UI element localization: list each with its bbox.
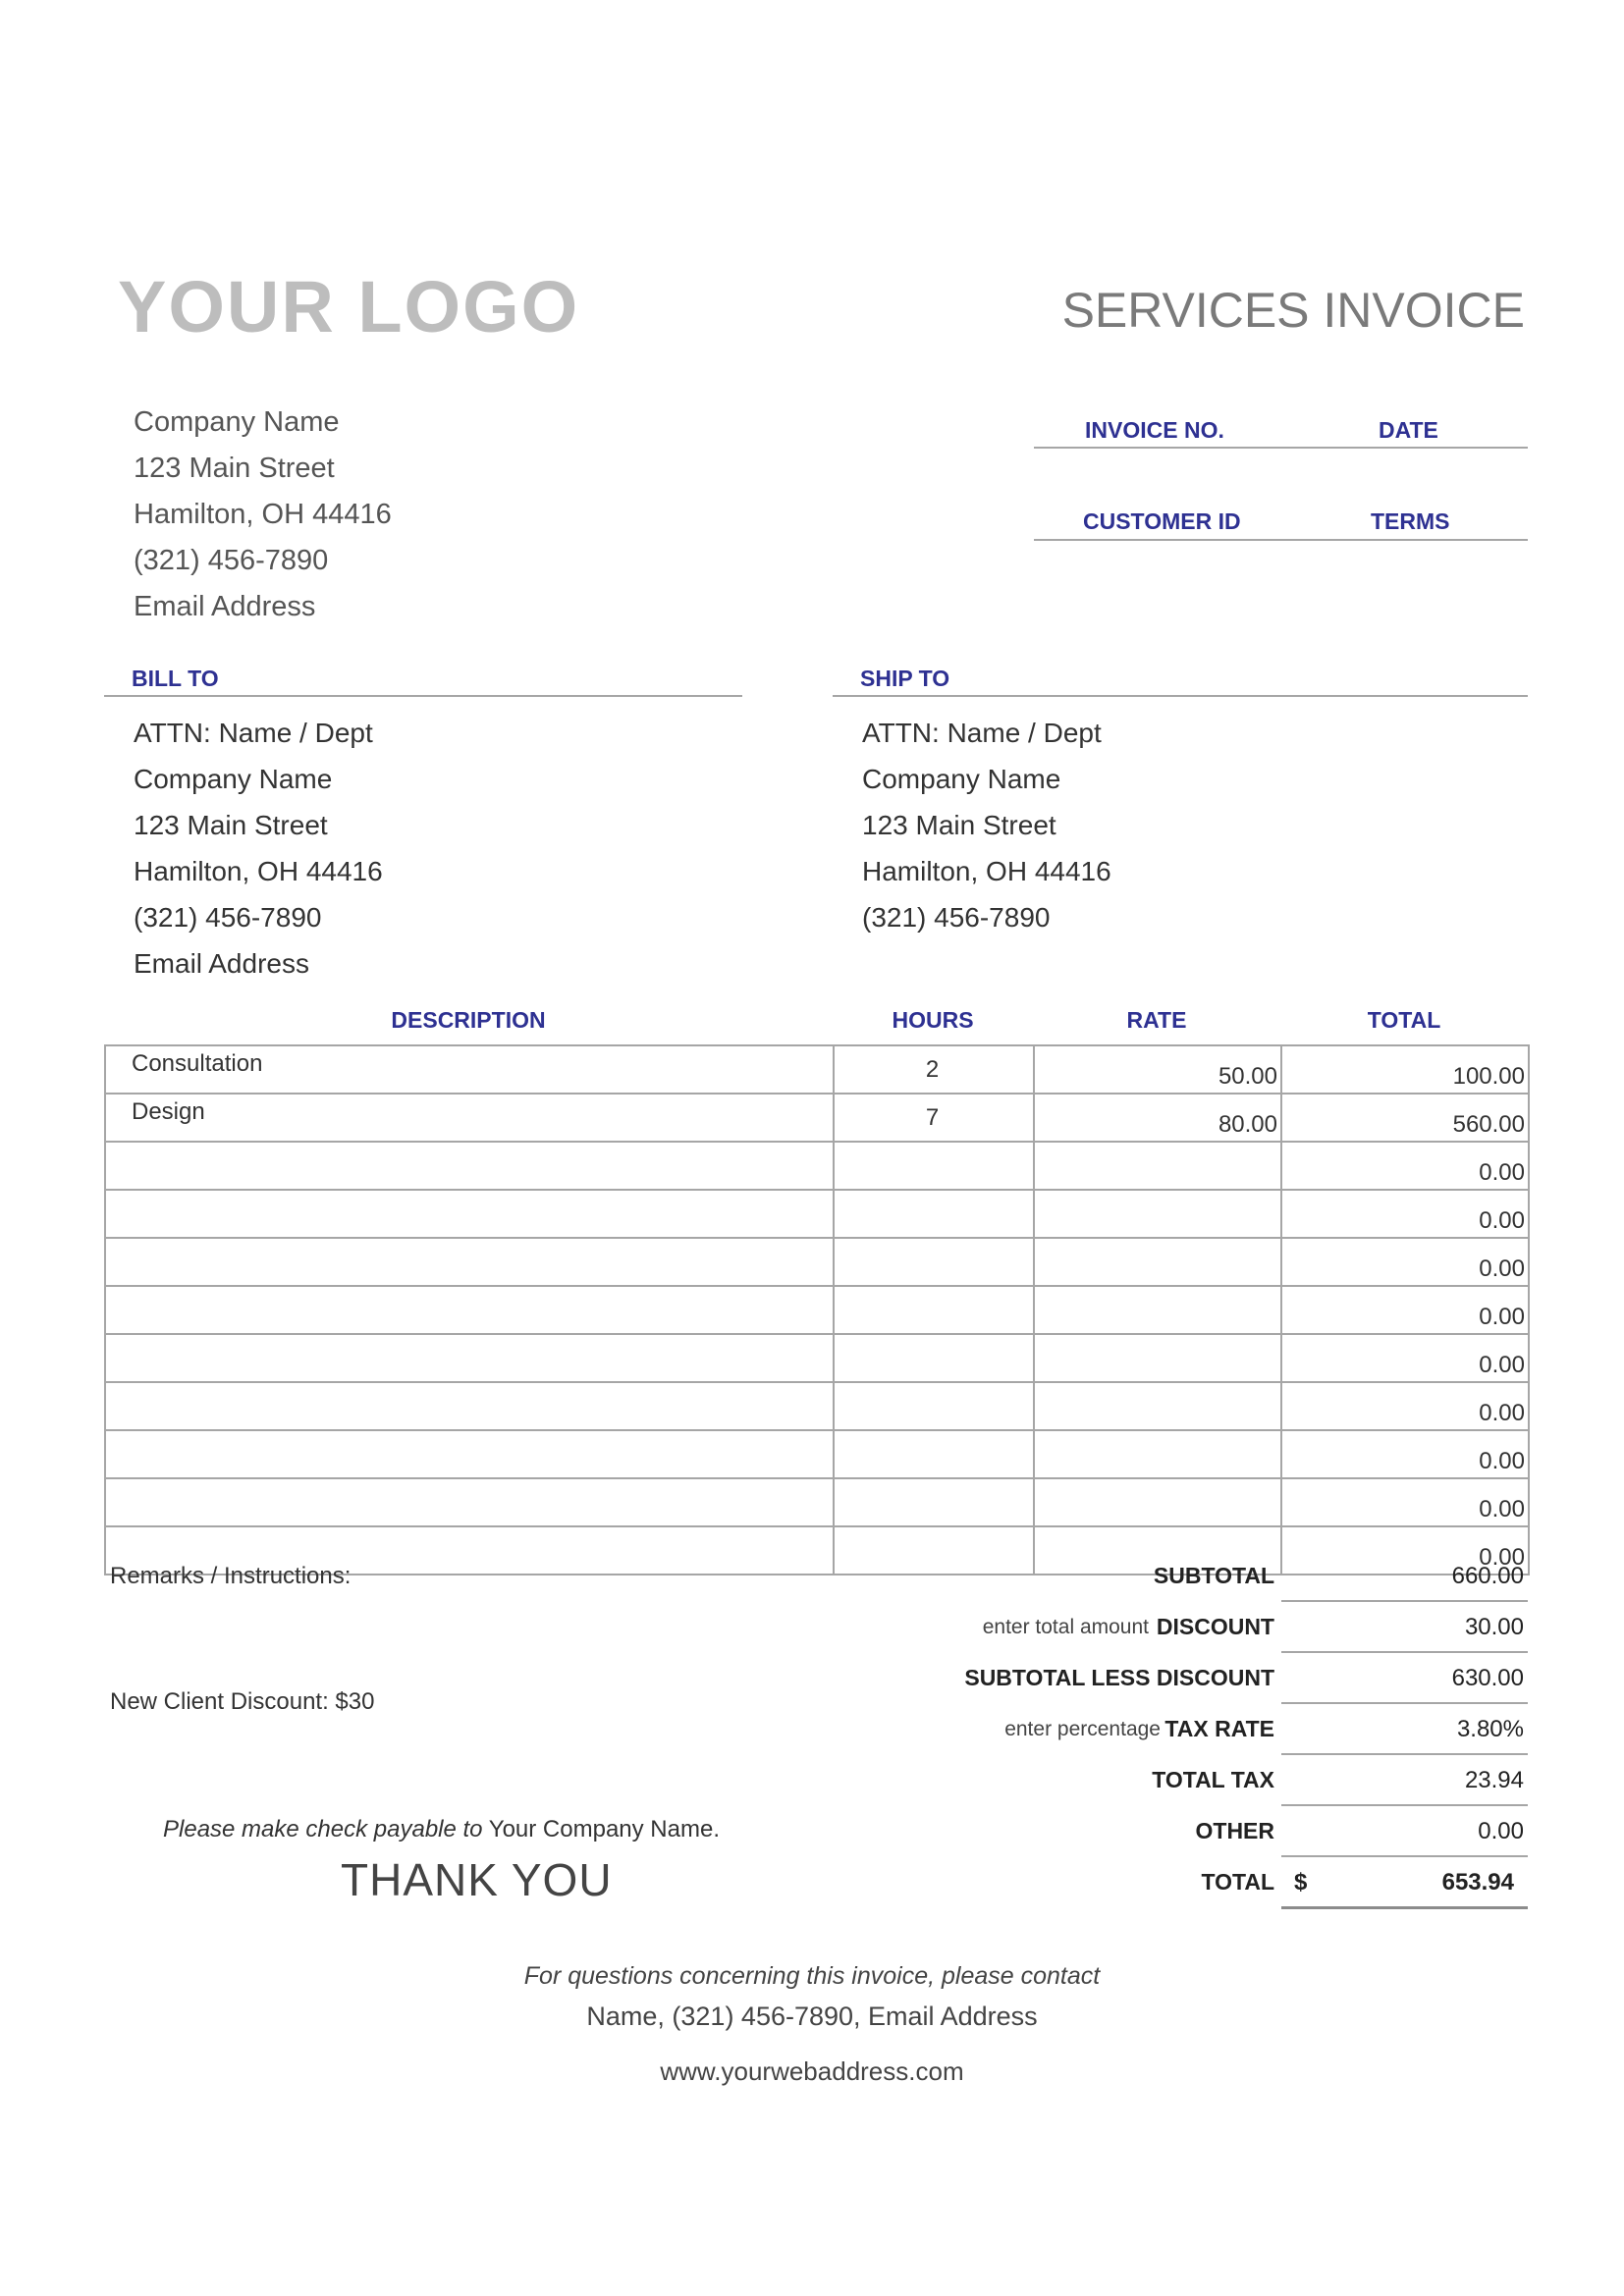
item-rate-cell: 50.00 [1034, 1045, 1281, 1094]
item-description-cell [105, 1430, 834, 1478]
other-rule [1281, 1855, 1528, 1857]
bill-to-email: Email Address [134, 948, 309, 979]
total-currency: $ [1294, 1869, 1308, 1896]
terms-label: TERMS [1371, 508, 1450, 534]
item-description-cell [105, 1478, 834, 1526]
item-rate-cell [1034, 1190, 1281, 1238]
item-rate-cell [1034, 1478, 1281, 1526]
subtotal-label: SUBTOTAL [1153, 1563, 1274, 1588]
invoice-no-label: INVOICE NO. [1085, 417, 1224, 443]
table-row [105, 1190, 1529, 1238]
payable-line [163, 1816, 720, 1843]
company-phone: (321) 456-7890 [134, 545, 329, 576]
column-header-total: TOTAL [1367, 1007, 1441, 1033]
item-description-cell [105, 1286, 834, 1334]
item-rate-cell [1034, 1286, 1281, 1334]
ship-to-rule [833, 695, 1528, 697]
discount-rule [1281, 1651, 1528, 1653]
item-total-cell: 0.00 [1281, 1478, 1529, 1526]
discount-value: 30.00 [1464, 1614, 1524, 1640]
total-tax-rule [1281, 1804, 1528, 1806]
total-tax-label: TOTAL TAX [1152, 1767, 1274, 1792]
item-description-cell [105, 1142, 834, 1190]
item-hours-cell [834, 1526, 1034, 1575]
item-description-cell: Consultation [105, 1045, 834, 1094]
subtotal-less-discount-value: 630.00 [1451, 1665, 1524, 1691]
table-row [105, 1286, 1529, 1334]
item-total-cell: 0.00 [1281, 1142, 1529, 1190]
company-email: Email Address [134, 591, 316, 622]
subtotal-value: 660.00 [1451, 1563, 1524, 1589]
bill-to-label: BILL TO [132, 666, 219, 691]
table-row [105, 1382, 1529, 1430]
item-total-cell: 0.00 [1281, 1430, 1529, 1478]
discount-note: enter total amount [982, 1616, 1149, 1638]
ship-to-attn: ATTN: Name / Dept [862, 718, 1102, 748]
item-hours-cell [834, 1478, 1034, 1526]
total-rule [1281, 1906, 1528, 1909]
bill-to-attn: ATTN: Name / Dept [134, 718, 373, 748]
date-label: DATE [1379, 417, 1438, 443]
customer-id-label: CUSTOMER ID [1083, 508, 1241, 534]
ship-to-street: 123 Main Street [862, 810, 1056, 840]
remarks-text: New Client Discount: $30 [110, 1688, 375, 1715]
item-total-cell: 0.00 [1281, 1334, 1529, 1382]
column-header-rate: RATE [1126, 1007, 1187, 1033]
bill-to-rule [104, 695, 742, 697]
column-header-hours: HOURS [892, 1007, 974, 1033]
bill-to-company: Company Name [134, 764, 333, 794]
item-description-cell [105, 1382, 834, 1430]
total-tax-value: 23.94 [1464, 1767, 1524, 1793]
ship-to-label: SHIP TO [860, 666, 950, 691]
total-label: TOTAL [1201, 1869, 1274, 1895]
table-row [105, 1334, 1529, 1382]
bill-to-phone: (321) 456-7890 [134, 902, 322, 933]
table-row [105, 1142, 1529, 1190]
item-hours-cell [834, 1190, 1034, 1238]
remarks-label: Remarks / Instructions: [110, 1563, 352, 1589]
item-hours-cell [834, 1430, 1034, 1478]
bill-to-city: Hamilton, OH 44416 [134, 856, 383, 886]
bill-to-street: 123 Main Street [134, 810, 328, 840]
item-description-cell [105, 1238, 834, 1286]
table-row [105, 1045, 1529, 1094]
item-hours-cell [834, 1142, 1034, 1190]
item-rate-cell [1034, 1142, 1281, 1190]
item-hours-cell [834, 1334, 1034, 1382]
item-total-cell: 0.00 [1281, 1382, 1529, 1430]
item-total-cell: 560.00 [1281, 1094, 1529, 1142]
ship-to-phone: (321) 456-7890 [862, 902, 1051, 933]
item-total-cell: 0.00 [1281, 1286, 1529, 1334]
item-hours-cell [834, 1382, 1034, 1430]
item-rate-cell: 80.00 [1034, 1094, 1281, 1142]
item-total-cell: 100.00 [1281, 1045, 1529, 1094]
subtotal-less-discount-label: SUBTOTAL LESS DISCOUNT [964, 1665, 1274, 1690]
other-value: 0.00 [1478, 1818, 1524, 1844]
invoice-no-rule [1034, 447, 1528, 449]
payable-company: Your Company Name. [488, 1816, 720, 1842]
item-total-cell: 0.00 [1281, 1190, 1529, 1238]
item-rate-cell [1034, 1334, 1281, 1382]
page-title: SERVICES INVOICE [1061, 283, 1525, 338]
item-description-cell [105, 1334, 834, 1382]
total-value: 653.94 [1441, 1869, 1514, 1896]
ship-to-city: Hamilton, OH 44416 [862, 856, 1111, 886]
item-description-cell [105, 1190, 834, 1238]
column-header-description: DESCRIPTION [391, 1007, 546, 1033]
item-rate-cell [1034, 1430, 1281, 1478]
item-rate-cell [1034, 1382, 1281, 1430]
logo-placeholder: YOUR LOGO [118, 266, 580, 347]
company-city: Hamilton, OH 44416 [134, 499, 392, 530]
item-hours-cell: 2 [834, 1045, 1034, 1094]
subtotal-rule [1281, 1600, 1528, 1602]
item-rate-cell [1034, 1238, 1281, 1286]
item-total-cell: 0.00 [1281, 1238, 1529, 1286]
item-total-cell: 0.00 [1281, 1526, 1529, 1575]
line-items-table [104, 1044, 1530, 1575]
subtotal-less-discount-rule [1281, 1702, 1528, 1704]
item-hours-cell [834, 1286, 1034, 1334]
item-hours-cell [834, 1238, 1034, 1286]
table-row [105, 1094, 1529, 1142]
customer-id-rule [1034, 539, 1528, 541]
table-row [105, 1238, 1529, 1286]
company-street: 123 Main Street [134, 453, 335, 484]
tax-rate-note: enter percentage [1004, 1718, 1161, 1740]
other-label: OTHER [1195, 1818, 1274, 1843]
thank-you: THANK YOU [341, 1854, 613, 1905]
footer-contact-intro: For questions concerning this invoice, please contact [523, 1962, 1101, 1990]
ship-to-company: Company Name [862, 764, 1061, 794]
tax-rate-rule [1281, 1753, 1528, 1755]
footer-web-address[interactable]: www.yourwebaddress.com [660, 2056, 964, 2086]
discount-label: DISCOUNT [1156, 1614, 1274, 1639]
footer-contact-details: Name, (321) 456-7890, Email Address [586, 2002, 1038, 2031]
company-name: Company Name [134, 406, 340, 438]
item-hours-cell: 7 [834, 1094, 1034, 1142]
tax-rate-label: TAX RATE [1164, 1716, 1274, 1741]
payable-prefix: Please make check payable to [163, 1816, 483, 1842]
tax-rate-value: 3.80% [1456, 1716, 1524, 1742]
item-description-cell: Design [105, 1094, 834, 1142]
table-row [105, 1430, 1529, 1478]
table-row [105, 1478, 1529, 1526]
